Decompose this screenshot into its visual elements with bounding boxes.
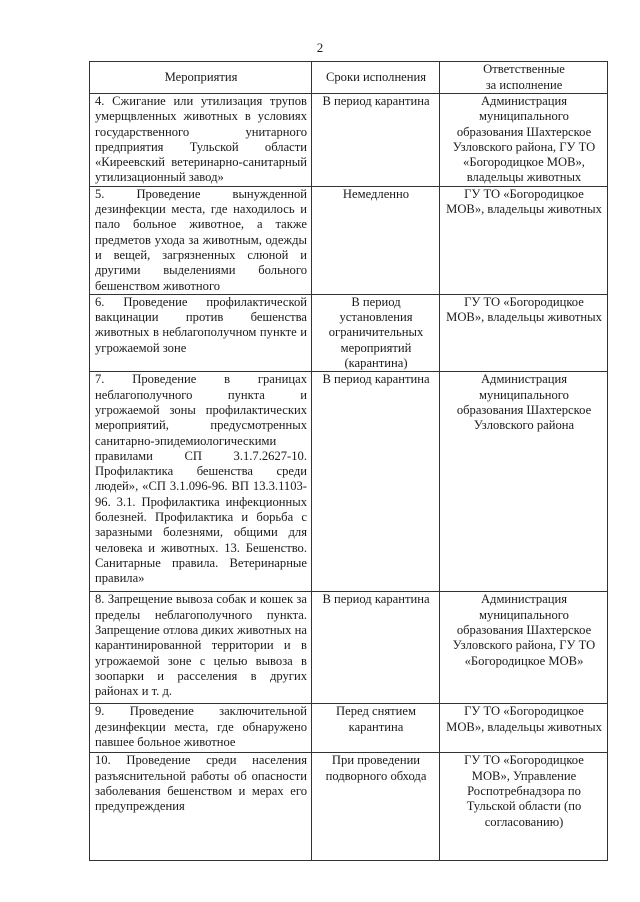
measure-cell: 4. Сжигание или утилизация трупов умерщвленных животных в условиях государственного унитарного предприятия Тульской области «Киреевский ветеринарно-санитарный утилизационный завод» [95,94,307,185]
header-responsible: Ответственные за исполнение [440,62,608,94]
deadline-cell: В период карантина [322,592,430,607]
measure-cell: 10. Проведение среди населения разъяснительной работы об опасности заболевания бешенством и мерах его предупреждения [95,753,307,814]
responsible-cell: ГУ ТО «Богородицкое МОВ», Управление Роспотребнадзора по Тульской области (по согласованию) [464,753,584,829]
header-deadlines: Сроки исполнения [312,62,440,94]
table-header-row [90,62,608,94]
measure-cell: 5. Проведение вынужденной дезинфекции места, где находилось и пало больное животное, а также предметов ухода за животным, одежды и вещей, загрязненных слюной и другими выделениями больного бешенством животного [95,186,307,293]
measures-table [89,61,608,861]
page-number: 2 [316,40,324,55]
table-row [90,704,608,753]
responsible-cell: ГУ ТО «Богородицкое МОВ», владельцы животных [446,294,602,325]
measure-cell: 7. Проведение в границах неблагополучного пункта и угрожаемой зоны профилактических мероприятий, предусмотренных санитарно-эпидемиологическими правилами СП 3.1.7.2627-10. Профилактика бешенства среди людей», «СП 3.1.096-96. ВП 13.3.1103-96. 3.1. Профилактика инфекционных болезней. Профилактика и борьба с заразными болезнями, общими для человека и животных. 13. Бешенство. Санитарные правила. Ветеринарные правила» [95,372,307,586]
measure-cell: 8. Запрещение вывоза собак и кошек за пределы неблагополучного пункта. Запрещение отлова диких животных на карантинированной территории и в угрожаемой зоне с целью вывоза в зоопарки и расселения в других районах и т. д. [95,592,307,699]
responsible-cell: ГУ ТО «Богородицкое МОВ», владельцы животных [446,186,602,217]
responsible-cell: ГУ ТО «Богородицкое МОВ», владельцы животных [446,704,602,734]
deadline-cell: Немедленно [342,186,410,201]
responsible-cell: Администрация муниципального образования Шахтерское Узловского района, ГУ ТО «Богородицкое МОВ», владельцы животных [452,94,596,185]
deadline-cell: Перед снятием карантина [336,704,416,734]
table-row [90,186,608,294]
header-measures: Мероприятия [90,62,312,94]
table-row [90,753,608,861]
table-row [90,372,608,592]
responsible-cell: Администрация муниципального образования Шахтерское Узловского района, ГУ ТО «Богородицкое МОВ» [452,592,596,668]
measure-cell: 9. Проведение заключительной дезинфекции места, где обнаружено павшее больное животное [95,704,307,749]
table-row [90,94,608,187]
responsible-cell: Администрация муниципального образования Шахтерское Узловского района [456,372,592,433]
table-row [90,294,608,371]
table-row [90,592,608,704]
deadline-cell: При проведении подворного обхода [325,753,427,783]
measure-cell: 6. Проведение профилактической вакцинации против бешенства животных в неблагополучном пункте и угрожаемой зоне [95,294,307,355]
deadline-cell: В период установления ограничительных мероприятий (карантина) [328,294,424,371]
deadline-cell: В период карантина [322,94,430,108]
deadline-cell: В период карантина [322,372,430,387]
